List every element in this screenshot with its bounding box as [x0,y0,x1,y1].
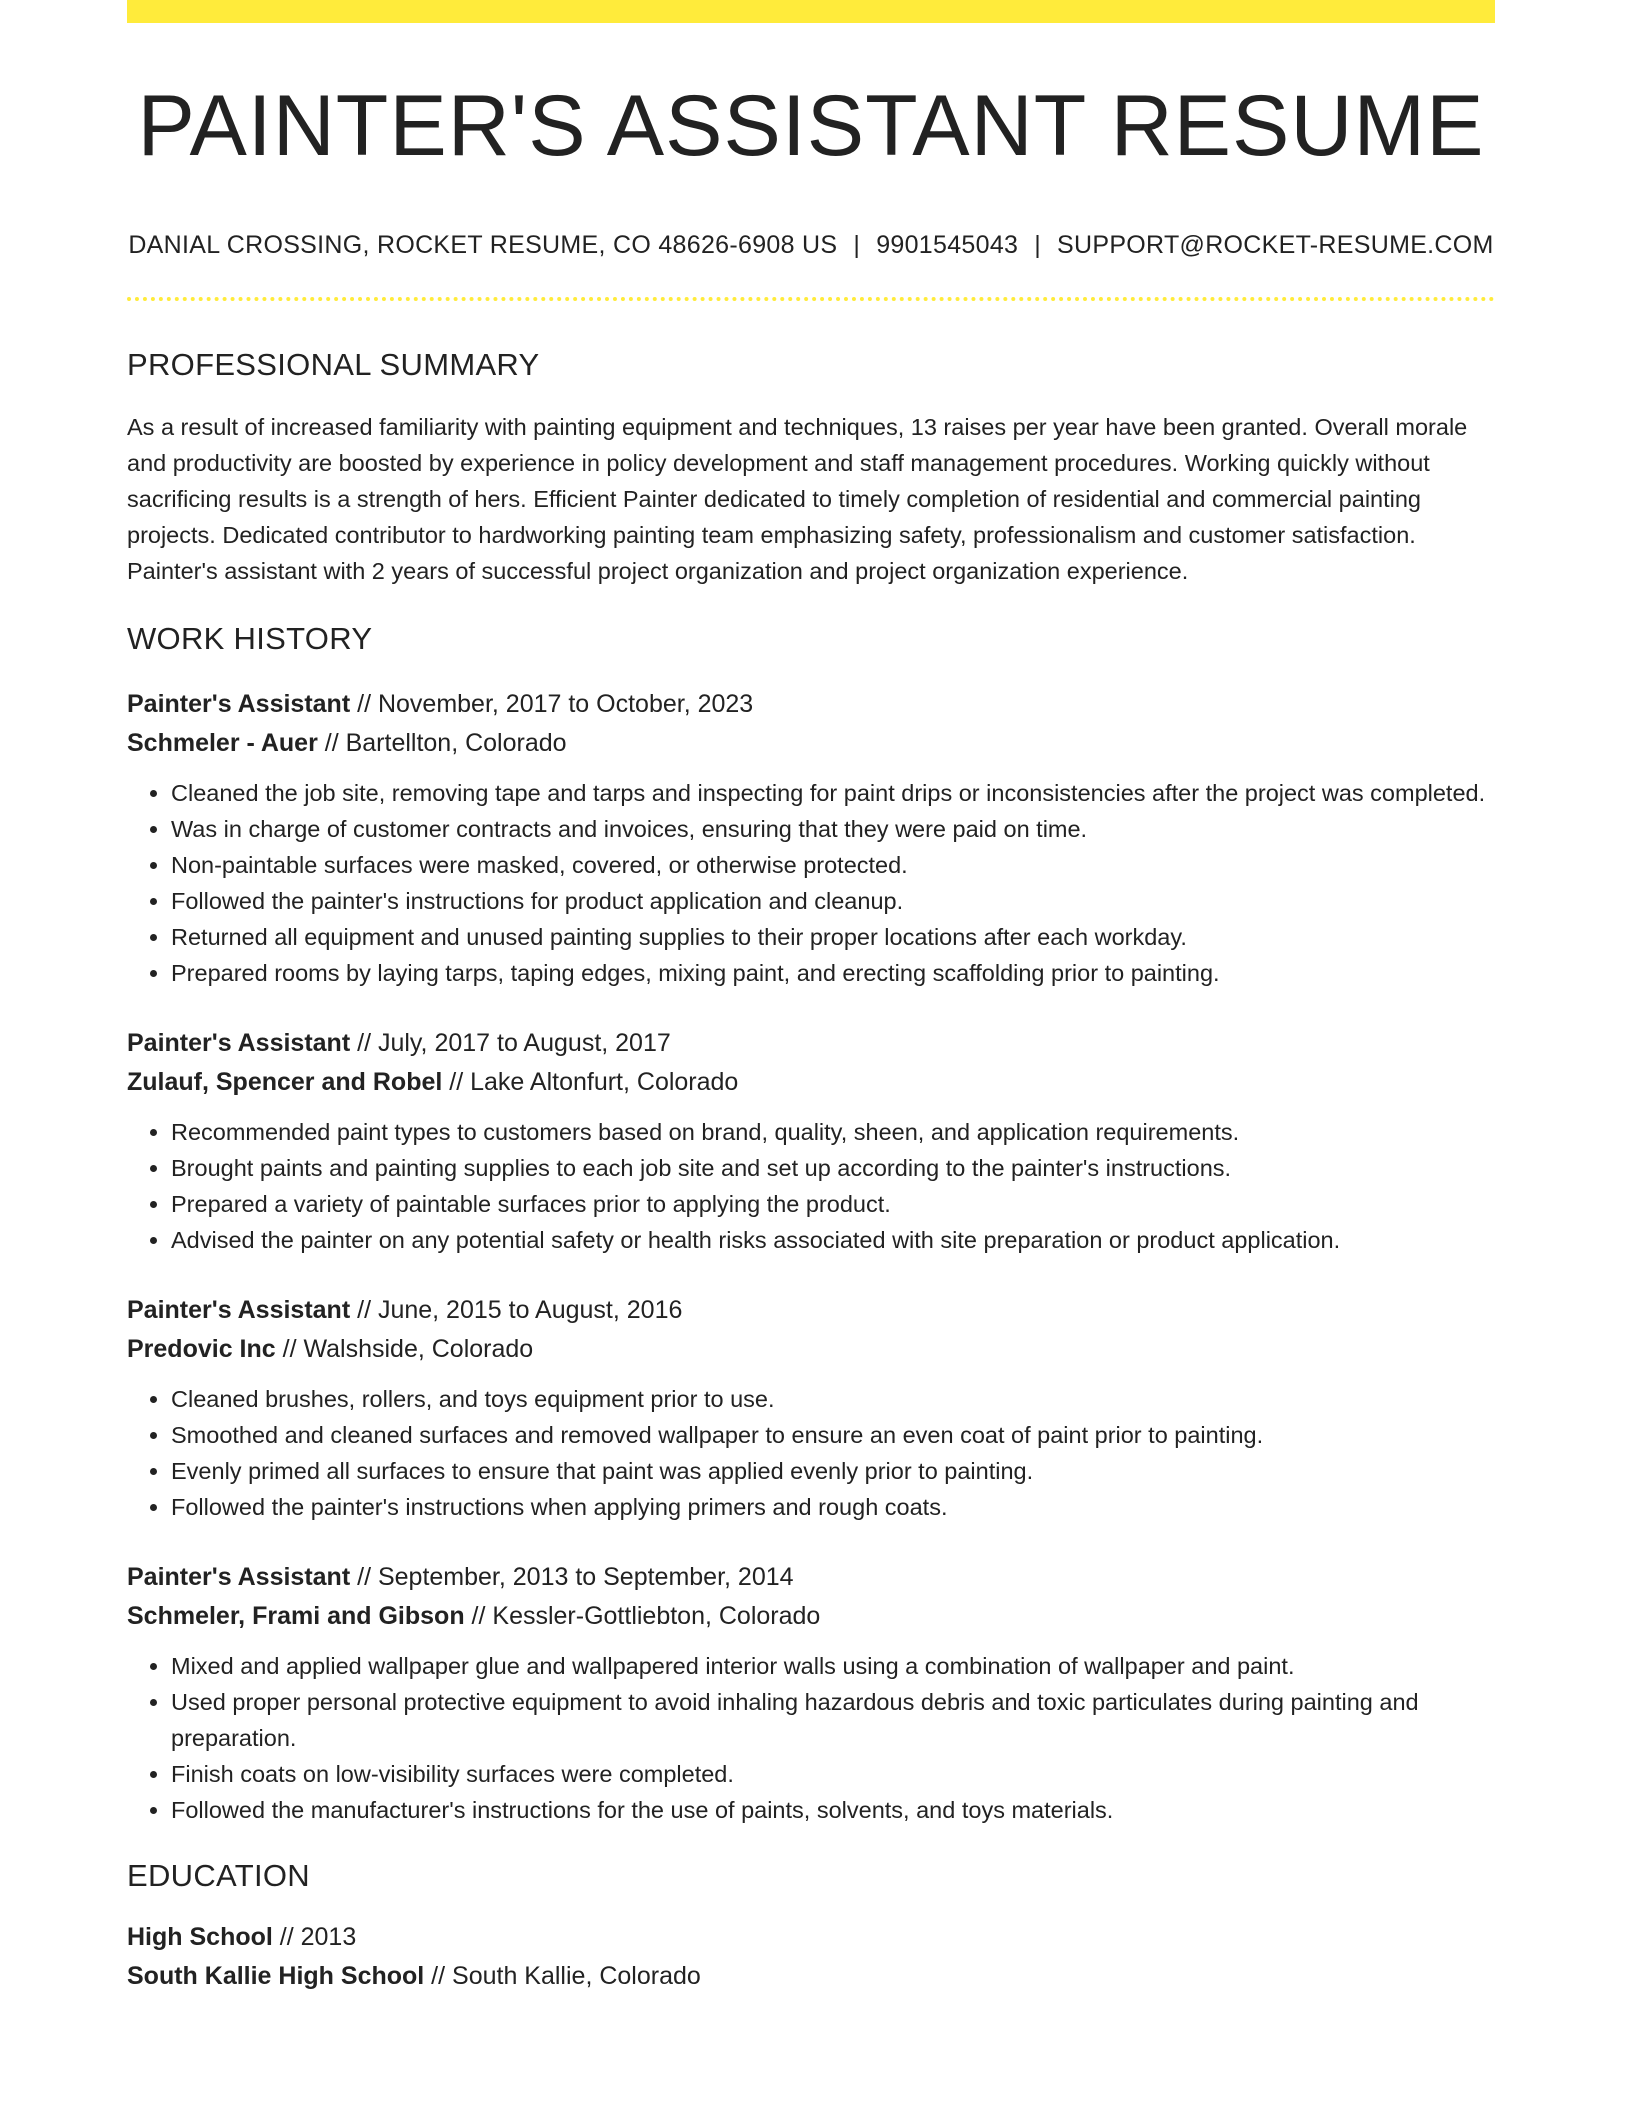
education-school: South Kallie High School [127,1962,425,1991]
job-bullets [127,1648,1495,1828]
top-accent-bar [127,0,1495,23]
education-entry [127,1918,1495,1996]
job-bullets [127,1114,1495,1258]
job-company-line [127,1063,1495,1102]
job-bullet: • Cleaned the job site, removing tape and tarps and inspecting for paint drips or inconsistencies after the project was completed. [171,775,1495,811]
contact-separator: | [1034,231,1042,260]
education-degree: High School [127,1923,273,1952]
resume-title: PAINTER'S ASSISTANT RESUME [137,78,1485,174]
job-bullet: • Brought paints and painting supplies to each job site and set up according to the painter's instructions. [171,1150,1495,1186]
contact-separator: | [853,231,861,260]
job-entry [127,1024,1495,1258]
resume-page [127,0,1495,1996]
job-bullet: • Followed the painter's instructions for product application and cleanup. [171,883,1495,919]
education-heading: EDUCATION [127,1858,310,1894]
contact-phone: 9901545043 [876,231,1019,260]
job-company: Schmeler, Frami and Gibson [127,1602,465,1631]
job-title-line [127,1024,1495,1063]
job-company: Predovic Inc [127,1335,276,1364]
job-title: Painter's Assistant [127,1029,351,1058]
job-company: Zulauf, Spencer and Robel [127,1068,443,1097]
job-bullet: • Followed the manufacturer's instructions for the use of paints, solvents, and toys materials. [171,1792,1495,1828]
job-dates: // September, 2013 to September, 2014 [350,1563,794,1592]
summary-text: As a result of increased familiarity with painting equipment and techniques, 13 raises per year have been granted. Overall morale and productivity are boosted by experience in policy development and staff management procedures. Working quickly without sacrificing results is a strength of hers. Efficient Painter dedicated to timely completion of residential and commercial painting projects. Dedicated contributor to hardworking painting team emphasizing safety, professionalism and customer satisfaction. Painter's assistant with 2 years of successful project organization and project organization experience. [127,414,1468,585]
job-bullet: • Non-paintable surfaces were masked, covered, or otherwise protected. [171,847,1495,883]
job-company: Schmeler - Auer [127,729,318,758]
job-bullet: • Was in charge of customer contracts and invoices, ensuring that they were paid on time. [171,811,1495,847]
summary-heading: PROFESSIONAL SUMMARY [127,347,540,383]
job-bullet: • Evenly primed all surfaces to ensure that paint was applied evenly prior to painting. [171,1453,1495,1489]
job-title: Painter's Assistant [127,1563,351,1592]
job-title: Painter's Assistant [127,1296,351,1325]
job-dates: // June, 2015 to August, 2016 [350,1296,683,1325]
job-bullet: • Mixed and applied wallpaper glue and wallpapered interior walls using a combination of wallpaper and paint. [171,1648,1495,1684]
job-bullet: • Recommended paint types to customers based on brand, quality, sheen, and application requirements. [171,1114,1495,1150]
job-title-line [127,1291,1495,1330]
job-bullet: • Cleaned brushes, rollers, and toys equipment prior to use. [171,1381,1495,1417]
job-dates: // November, 2017 to October, 2023 [350,690,754,719]
job-dates: // July, 2017 to August, 2017 [350,1029,671,1058]
job-bullet: • Finish coats on low-visibility surfaces were completed. [171,1756,1495,1792]
job-company-line [127,724,1495,763]
job-bullet: • Returned all equipment and unused painting supplies to their proper locations after each workday. [171,919,1495,955]
education-degree-line [127,1918,1495,1957]
education-year: // 2013 [272,1923,357,1952]
job-company-line [127,1597,1495,1636]
education-school-line [127,1957,1495,1996]
job-bullet: • Prepared a variety of paintable surfaces prior to applying the product. [171,1186,1495,1222]
job-bullet: • Used proper personal protective equipment to avoid inhaling hazardous debris and toxic particulates during painting and preparation. [171,1684,1495,1756]
job-company-line [127,1330,1495,1369]
job-location: // Kessler-Gottliebton, Colorado [464,1602,821,1631]
contact-address: DANIAL CROSSING, ROCKET RESUME, CO 48626-6908 US [128,231,838,260]
job-entry [127,685,1495,991]
contact-email: SUPPORT@ROCKET-RESUME.COM [1057,231,1494,260]
job-title-line [127,685,1495,724]
job-entry [127,1558,1495,1828]
job-bullet: • Advised the painter on any potential safety or health risks associated with site preparation or product application. [171,1222,1495,1258]
job-bullet: • Smoothed and cleaned surfaces and removed wallpaper to ensure an even coat of paint prior to painting. [171,1417,1495,1453]
education-location: // South Kallie, Colorado [424,1962,701,1991]
job-bullets [127,775,1495,991]
job-bullet: • Prepared rooms by laying tarps, taping edges, mixing paint, and erecting scaffolding prior to painting. [171,955,1495,991]
job-location: // Walshside, Colorado [275,1335,534,1364]
job-title-line [127,1558,1495,1597]
job-location: // Bartellton, Colorado [317,729,567,758]
job-bullets [127,1381,1495,1525]
job-bullet: • Followed the painter's instructions when applying primers and rough coats. [171,1489,1495,1525]
dotted-divider [127,297,1495,301]
work-history-heading: WORK HISTORY [127,621,373,657]
job-entry [127,1291,1495,1525]
contact-line [127,231,1495,260]
job-title: Painter's Assistant [127,690,351,719]
job-location: // Lake Altonfurt, Colorado [442,1068,739,1097]
